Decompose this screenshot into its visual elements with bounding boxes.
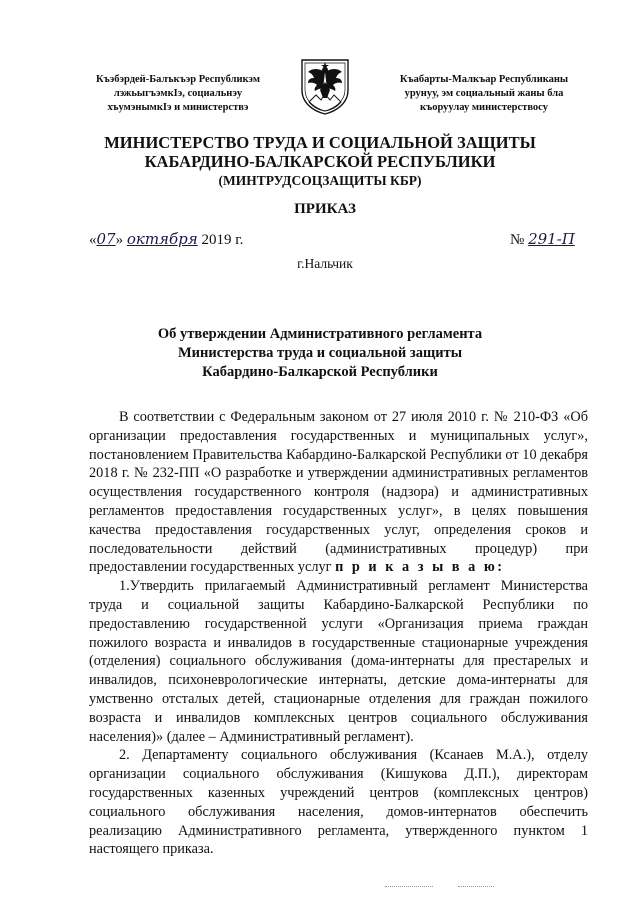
ministry-abbreviation: (МИНТРУДСОЦЗАЩИТЫ КБР) xyxy=(218,173,422,188)
date-year: 2019 г. xyxy=(201,232,244,248)
document-type: ПРИКАЗ xyxy=(294,201,356,217)
coat-of-arms-icon xyxy=(296,56,354,116)
date-month: октября xyxy=(126,230,198,248)
preamble-paragraph xyxy=(89,408,588,577)
header-left-line: Къэбэрдей-Балъкъэр Республикэм xyxy=(95,74,261,85)
header-right-line: урунуу, эм социальный жаны бла xyxy=(404,88,564,99)
item-2-paragraph: 2. Департаменту социального обслуживания (Ксанаев М.А.), отделу организации социального обслуживания (Кишукова Д.П.), директорам государственных казенных учреждений центров (комплексных центров) социального обслуживания населения, домов-интернатов обеспечить реализацию Административного регламента, утвержденного пунктом 1 настоящего приказа. xyxy=(89,747,588,858)
document-number xyxy=(510,230,575,249)
header-right-line: къоруулау министерствосу xyxy=(420,102,548,113)
date-day: 07 xyxy=(96,230,116,248)
ministry-title-line: МИНИСТЕРСТВО ТРУДА И СОЦИАЛЬНОЙ ЗАЩИТЫ xyxy=(104,133,536,152)
footer-divider xyxy=(458,886,494,887)
number-sign: № xyxy=(510,232,525,248)
header-left-line: лэжьыгъэмкIэ, социальнэу xyxy=(113,88,243,99)
preamble-text: В соответствии с Федеральным законом от 27 июля 2010 г. № 210-ФЗ «Об организации предоставления государственных и муниципальных услуг», постановлением Правительства Кабардино-Балкарской Республики от 10 декабря 2018 г. № 232-ПП «О разработке и утверждении административных регламентов осуществления государственного контроля (надзора) и административных регламентов предоставления государственных услуг», в целях повышения качества предоставления государственных услуг, определения сроков и последовательности действий (административных процедур) при предоставлении государственных услуг xyxy=(89,409,588,576)
item-1-paragraph: 1.Утвердить прилагаемый Административный регламент Министерства труда и социальной защиты Кабардино-Балкарской Республики по предоставлению государственной услуги «Организация приема граждан пожилого возраста и инвалидов в государственные стационарные учреждения (отделения) социального обслуживания (дома-интернаты для престарелых и инвалидов, психоневрологические интернаты, детские дома-интернаты для умственно отсталых детей, стационарные отделения для граждан пожилого возраста и инвалидов комплексных центров социального обслуживания населения)» (далее – Административный регламент). xyxy=(89,578,588,745)
document-subject xyxy=(110,325,530,382)
header-kabardian-text xyxy=(68,73,288,115)
date-open-quote: « xyxy=(89,232,97,248)
document-body xyxy=(89,408,588,859)
ministry-title xyxy=(60,133,580,190)
footer-divider xyxy=(385,886,433,887)
document-date xyxy=(89,230,243,249)
document-city: г.Нальчик xyxy=(297,256,353,271)
order-word: п р и к а з ы в а ю: xyxy=(335,559,505,576)
header-right-line: Къабарты-Малкъар Республиканы xyxy=(399,74,569,85)
number-value: 291-П xyxy=(528,230,575,248)
subject-line: Кабардино-Балкарской Республики xyxy=(202,364,438,380)
header-balkar-text xyxy=(378,73,590,115)
ministry-title-line: КАБАРДИНО-БАЛКАРСКОЙ РЕСПУБЛИКИ xyxy=(144,152,496,171)
subject-line: Министерства труда и социальной защиты xyxy=(177,345,463,361)
subject-line: Об утверждении Административного регламента xyxy=(157,326,483,342)
date-close-quote: » xyxy=(115,232,124,248)
header-left-line: хъумэнымкIэ и министерствэ xyxy=(107,102,249,113)
